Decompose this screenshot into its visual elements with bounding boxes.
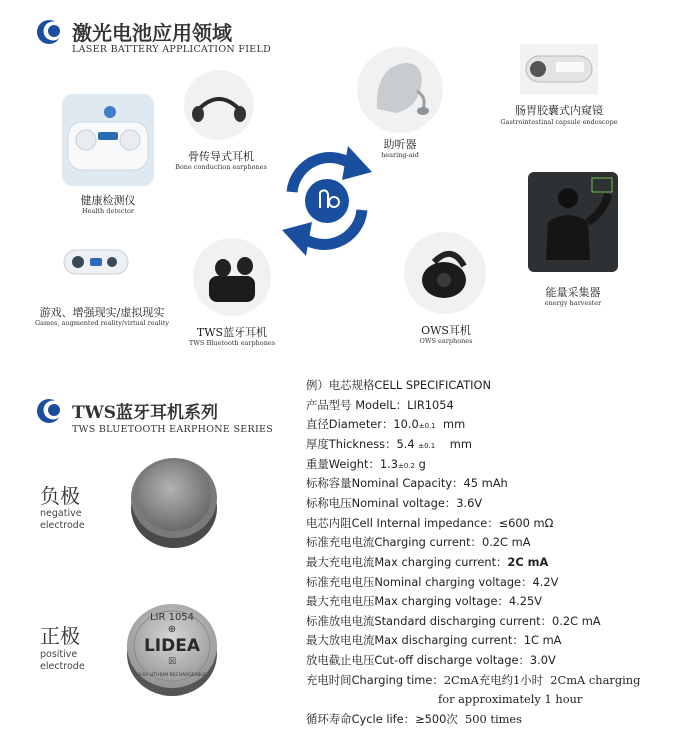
cycle-arrows-icon <box>276 140 378 262</box>
negative-label-en-1: negative <box>40 508 82 519</box>
negative-electrode-image <box>128 450 220 550</box>
app-games-cn: 游戏、增强现实/虚拟现实 <box>39 306 165 319</box>
spec-voltage: 标称电压Nominal voltage：3.6V <box>306 496 483 510</box>
app-capsule-en: Gastrointestinal capsule endoscope <box>500 118 618 126</box>
section1-title-en: LASER BATTERY APPLICATION FIELD <box>72 44 272 55</box>
spec-capacity: 标称容量Nominal Capacity：45 mAh <box>306 476 508 490</box>
center-cycle-symbol <box>276 140 378 262</box>
positive-label-cn: 正极 <box>40 624 80 648</box>
spec-cycle-life: 循环寿命Cycle life：≥500次 500 times <box>306 712 522 726</box>
section2-title-en: TWS BLUETOOTH EARPHONE SERIES <box>72 424 274 435</box>
spec-weight: 重量Weight：1.3±0.2 g <box>306 457 426 471</box>
spec-header-cn: 例）电芯规格 <box>306 378 375 392</box>
app-games-en: Games, augmented reality/virtual reality <box>34 319 170 327</box>
app-bone-en: Bone conduction earphones <box>175 163 267 171</box>
positive-label-en-2: electrode <box>40 661 85 672</box>
positive-label-en-1: positive <box>40 649 78 660</box>
ows-earphones-image <box>404 232 486 314</box>
spec-max-charging-current: 最大充电电流Max charging current：2C mA <box>306 555 549 569</box>
spec-impedance: 电芯内阻Cell Internal impedance：≤600 mΩ <box>306 516 554 530</box>
health-detector-image <box>62 94 154 186</box>
plus-sign-icon: ⊕ <box>167 624 177 635</box>
app-ows-en: OWS earphones <box>419 337 473 345</box>
spec-header-en: CELL SPECIFICATION <box>374 378 492 392</box>
bone-conduction-image <box>184 70 254 140</box>
negative-label-cn: 负极 <box>40 484 80 508</box>
spec-diameter: 直径Diameter：10.0±0.1 mm <box>306 417 466 431</box>
crescent-logo-icon <box>36 19 62 45</box>
app-energy-en: energy harvester <box>544 299 602 307</box>
spec-nominal-charging-voltage: 标准充电电压Nominal charging voltage：4.2V <box>306 575 559 589</box>
section2-logo <box>36 398 62 428</box>
games-device-image <box>62 240 130 288</box>
app-health-en: Health detector <box>81 207 135 215</box>
hearing-aid-image <box>357 47 443 133</box>
spec-header <box>306 377 491 393</box>
spec-max-charging-voltage: 最大充电电压Max charging voltage：4.25V <box>306 594 543 608</box>
app-tws-en: TWS Bluetooth earphones <box>188 339 276 347</box>
battery-model-text: LIR 1054 <box>149 612 195 623</box>
section2-title-cn: TWS蓝牙耳机系列 <box>72 403 219 423</box>
section1-title-cn: 激光电池应用领域 <box>72 21 232 45</box>
spec-model: 产品型号 ModelL：LIR1054 <box>306 398 454 412</box>
app-hearing-cn: 助听器 <box>383 138 417 151</box>
spec-charging-current: 标准充电电流Charging current：0.2C mA <box>306 535 531 549</box>
app-tws-cn: TWS蓝牙耳机 <box>196 326 268 339</box>
spec-thickness: 厚度Thickness：5.4 ±0.1 mm <box>306 437 472 451</box>
app-capsule-cn: 肠胃胶囊式内窥镜 <box>515 104 603 117</box>
app-bone-cn: 骨传导式耳机 <box>188 150 254 163</box>
battery-brand-text: LIDEA <box>143 636 201 656</box>
spec-cutoff-voltage: 放电截止电压Cut-off discharge voltage：3.0V <box>306 653 556 667</box>
no-trash-icon: ☒ <box>167 657 177 667</box>
spec-standard-discharging-current: 标准放电电流Standard discharging current：0.2C mA <box>306 614 601 628</box>
battery-ring-text: 3.6V LITHIUM RECHARGEABLE <box>137 673 207 678</box>
negative-label-en-2: electrode <box>40 520 85 531</box>
section1-logo <box>36 19 62 49</box>
app-energy-cn: 能量采集器 <box>545 286 601 299</box>
app-health-cn: 健康检测仪 <box>80 194 136 207</box>
spec-charging-time-note: for approximately 1 hour <box>438 692 583 706</box>
spec-max-discharging-current: 最大放电电流Max discharging current：1C mA <box>306 633 562 647</box>
tws-earphones-image <box>193 238 271 316</box>
crescent-logo-icon <box>36 398 62 424</box>
spec-charging-time: 充电时间Charging time：2CmA充电约1小时 2CmA charging <box>306 673 641 687</box>
app-hearing-en: hearing-aid <box>381 151 419 159</box>
positive-electrode-image <box>124 596 220 698</box>
energy-harvester-image <box>528 172 618 272</box>
app-ows-cn: OWS耳机 <box>421 324 471 337</box>
capsule-endoscope-image <box>520 44 598 94</box>
